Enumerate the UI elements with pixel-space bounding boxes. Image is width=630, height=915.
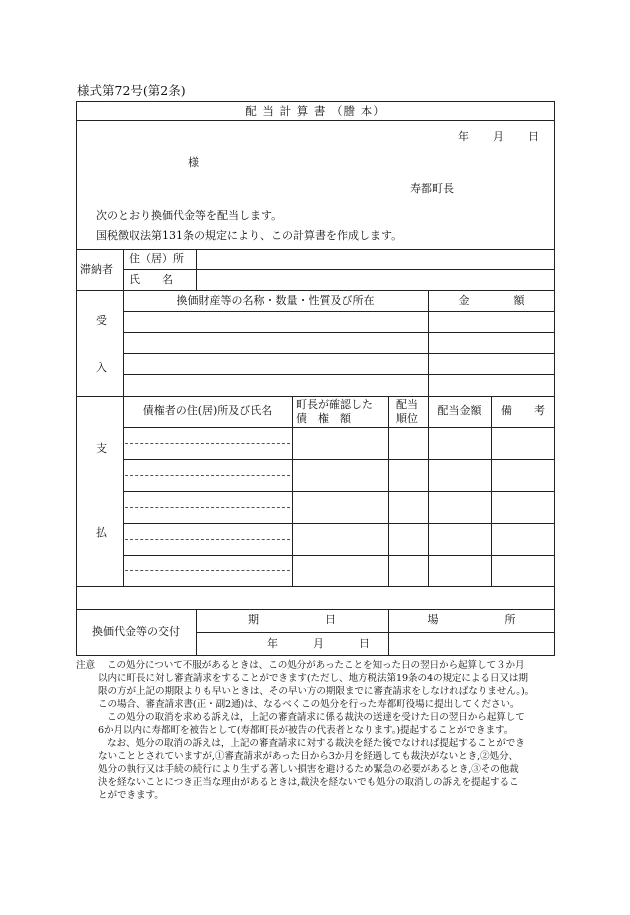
- payments-col-order-1: 配当: [396, 398, 418, 411]
- divider: [123, 491, 555, 492]
- divider: [76, 609, 555, 610]
- notes-prefix: 注意: [76, 660, 95, 671]
- notes-line-2: 以内に町長に対し審査請求をすることができます(ただし、地方税法第19条の4の規定による日又は期: [98, 673, 528, 684]
- receipts-label-top: 受: [96, 314, 107, 327]
- dashed-guide: [125, 507, 290, 508]
- payments-col-amount: 配当金額: [437, 404, 482, 417]
- divider: [76, 120, 555, 121]
- divider: [123, 427, 555, 428]
- notes-line-9: 処分の執行又は手続の続行により生ずる著しい損害を避けるため緊急の必要があるとき,③その他裁: [98, 764, 519, 775]
- delivery-date-month: 月: [313, 637, 324, 650]
- dashed-guide: [125, 443, 290, 444]
- divider: [123, 555, 555, 556]
- delinquent-name-label: 氏 名: [129, 273, 173, 286]
- delivery-place-label: 場 所: [427, 613, 516, 626]
- issuer: 寿都町長: [410, 182, 454, 195]
- divider: [76, 249, 555, 250]
- delivery-period-label: 期 日: [248, 613, 336, 626]
- receipts-label-bottom: 入: [96, 361, 107, 374]
- divider: [76, 586, 555, 587]
- delinquent-label: 滞納者: [80, 263, 113, 276]
- divider: [123, 459, 555, 460]
- notes-line-10: 決を経ないことにつき正当な理由があるときは,裁決を経ないでも処分の取消しの訴えを提起するこ: [98, 777, 519, 788]
- divider: [76, 396, 555, 397]
- notes-line-6: 6か月以内に寿都町を被告として(寿都町長が被告の代表者となります。)提起することができます。: [98, 725, 514, 736]
- divider: [123, 523, 555, 524]
- dashed-guide: [125, 539, 290, 540]
- dashed-guide: [125, 570, 290, 571]
- notes-line-8: ないこととされていますが,①審査請求があった日から3か月を経過しても裁決がないとき,②処分、: [98, 751, 519, 762]
- addressee-suffix: 様: [188, 156, 199, 169]
- receipts-col-description: 換価財産等の名称・数量・性質及び所在: [176, 294, 375, 307]
- notes-line-5: この処分の取消を求める訴えは，上記の審査請求に係る裁決の送達を受けた日の翌日から起算して: [107, 712, 525, 723]
- notes-line-4: この場合、審査請求書(正・副2通)は、なるべくこの処分を行った寿都町役場に提出してください。: [98, 699, 520, 710]
- payments-col-order-2: 順位: [396, 412, 418, 425]
- payments-col-confirmed-2: 債 権 額: [296, 412, 351, 425]
- delivery-date-day: 日: [359, 637, 370, 650]
- payments-col-creditor: 債権者の住(居)所及び氏名: [142, 404, 273, 417]
- form-title: 配 当 計 算 書 （謄 本）: [245, 104, 386, 118]
- divider: [123, 374, 555, 375]
- date-day: 日: [528, 130, 539, 143]
- divider: [123, 332, 555, 333]
- delinquent-address-label: 住（居）所: [129, 252, 184, 265]
- notes-line-11: とができます。: [98, 790, 164, 801]
- date-year: 年: [458, 130, 469, 143]
- notes-line-1: この処分について不服があるときは、この処分があったことを知った日の翌日から起算して３か月: [107, 660, 525, 671]
- payments-col-remarks: 備 考: [501, 404, 545, 417]
- divider: [123, 353, 555, 354]
- date-month: 月: [493, 130, 504, 143]
- dashed-guide: [125, 475, 290, 476]
- divider: [76, 290, 555, 291]
- divider: [123, 269, 555, 270]
- payments-label-top: 支: [96, 442, 107, 455]
- form-frame: [76, 101, 555, 656]
- divider: [123, 311, 555, 312]
- notes-line-7: なお、処分の取消の訴えは，上記の審査請求に対する裁決を経た後でなければ提起することができ: [107, 738, 525, 749]
- delivery-label: 換価代金等の交付: [92, 625, 180, 638]
- intro-line-2: 国税徴収法第131条の規定により、この計算書を作成します。: [96, 229, 403, 242]
- receipts-col-amount: 金 額: [458, 294, 525, 307]
- payments-col-confirmed-1: 町長が確認した: [296, 398, 373, 411]
- intro-line-1: 次のとおり換価代金等を配当します。: [96, 209, 283, 222]
- payments-label-bottom: 払: [96, 526, 107, 539]
- notes-line-3: 限の方が上記の期限よりも早いときは、その早い方の期限までに審査請求をしなければなりません。)。: [98, 686, 535, 697]
- divider: [196, 632, 555, 633]
- form-number: 様式第72号(第2条): [77, 83, 186, 98]
- delivery-date-year: 年: [267, 637, 278, 650]
